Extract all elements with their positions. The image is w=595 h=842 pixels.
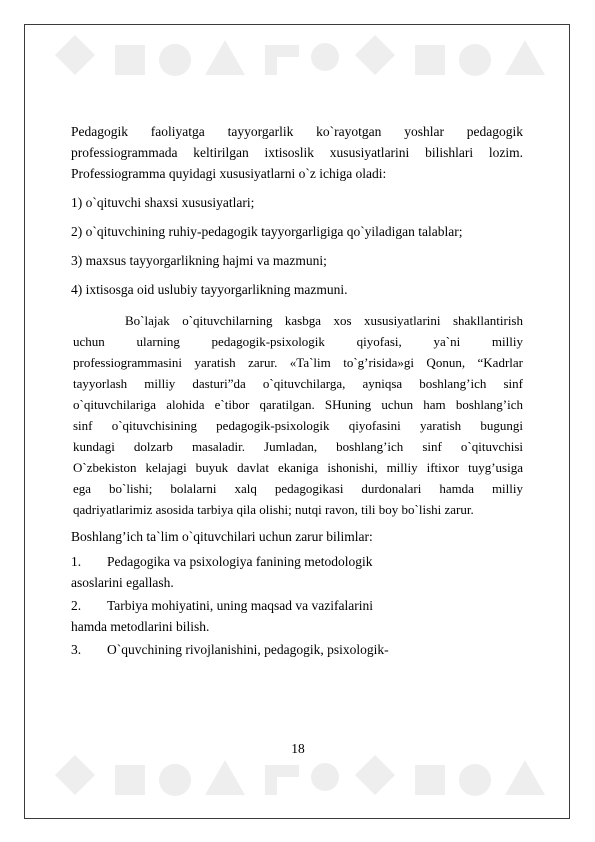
list-item: 1) o`qituvchi shaxsi xususiyatlari;	[71, 195, 255, 210]
paragraph-line: tayyorlash milliy dasturi”da o`qituvchilarga, ayniqsa boshlang’ich sinf	[73, 376, 523, 391]
list-item	[71, 639, 523, 660]
list-item: 3) maxsus tayyorgarlikning hajmi va mazmuni;	[71, 253, 327, 268]
paragraph-line: professiogrammasini yaratish zarur. «Ta`lim to`g’risida»gi Qonun, “Kadrlar	[73, 355, 523, 370]
list-number: 1.	[71, 554, 82, 569]
paragraph-line: o`qituvchilariga alohida e`tibor qaratilgan. SHuning uchun ham boshlang’ich	[73, 397, 523, 412]
paragraph-line: uchun ularning pedagogik-psixologik qiyofasi, ya`ni milliy	[73, 334, 523, 349]
page-number: 18	[291, 741, 305, 756]
document-body	[71, 121, 523, 660]
list-item	[71, 595, 523, 616]
section-heading: Boshlang’ich ta`lim o`qituvchilari uchun zarur bilimlar:	[71, 529, 373, 544]
paragraph-line: Professiogramma quyidagi xususiyatlarni o`z ichiga oladi:	[71, 166, 387, 181]
intro-paragraph	[71, 121, 523, 184]
list-item: 2) o`qituvchining ruhiy-pedagogik tayyorgarligiga qo`yiladigan talablar;	[71, 224, 463, 239]
list-text: O`quvchining rivojlanishini, pedagogik, psixologik-	[107, 642, 389, 657]
list-item	[71, 551, 523, 572]
professiogram-list	[71, 192, 523, 300]
list-number: 2.	[71, 598, 82, 613]
list-text: Tarbiya mohiyatini, uning maqsad va vazifalarini	[107, 598, 373, 613]
list-continuation: asoslarini egallash.	[71, 575, 174, 590]
main-paragraph	[73, 310, 523, 520]
paragraph-line: professiogrammada keltirilgan ixtisoslik xususiyatlarini bilishlari lozim.	[71, 145, 523, 160]
knowledge-list	[71, 551, 523, 660]
paragraph-line: sinf o`qituvchisining pedagogik-psixologik qiyofasini yaratish bugungi	[73, 418, 523, 433]
paragraph-line: ega bo`lishi; bolalarni xalq pedagogikasi durdonalari hamda milliy	[73, 481, 523, 496]
paragraph-line: Bo`lajak o`qituvchilarning kasbga xos xususiyatlarini shakllantirish	[125, 313, 523, 328]
paragraph-line: kundagi dolzarb masaladir. Jumladan, boshlang’ich sinf o`qituvchisi	[73, 439, 523, 454]
paragraph-line: Pedagogik faoliyatga tayyorgarlik ko`rayotgan yoshlar pedagogik	[71, 124, 523, 139]
list-text: Pedagogika va psixologiya fanining metodologik	[107, 554, 373, 569]
list-number: 3.	[71, 642, 82, 657]
paragraph-line: qadriyatlarimiz asosida tarbiya qila olishi; nutqi ravon, tili boy bo`lishi zarur.	[73, 502, 474, 517]
page-frame	[24, 24, 570, 819]
list-continuation: hamda metodlarini bilish.	[71, 619, 210, 634]
paragraph-line: O`zbekiston kelajagi buyuk davlat ekaniga ishonishi, milliy iftixor tuyg’usiga	[73, 460, 523, 475]
list-item: 4) ixtisosga oid uslubiy tayyorgarlikning mazmuni.	[71, 282, 348, 297]
